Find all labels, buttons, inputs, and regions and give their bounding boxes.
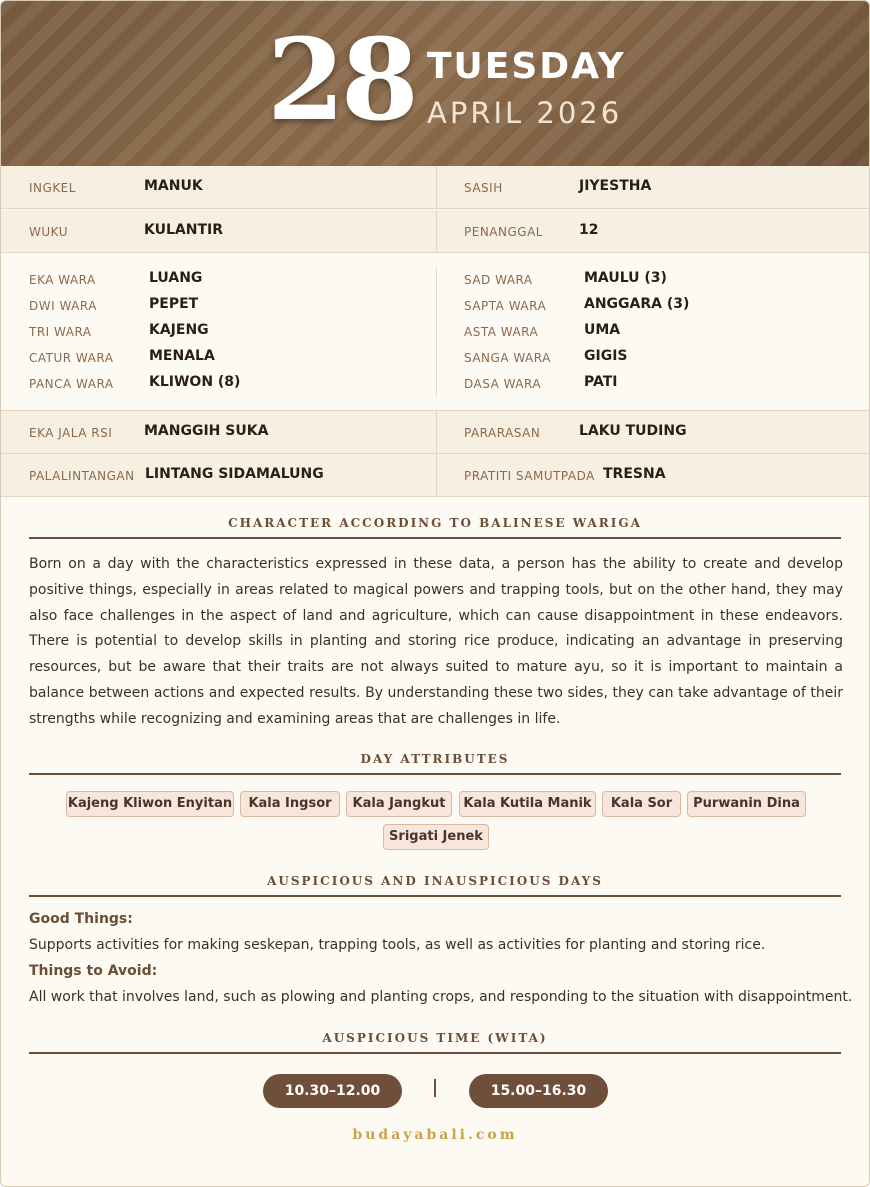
attribute-chip: Purwanin Dina — [687, 791, 806, 817]
wara-left-label: CATUR WARA — [29, 351, 114, 365]
wara-left-label: EKA WARA — [29, 273, 96, 287]
info-row-wuku-penanggal — [1, 210, 869, 253]
time-slot: 15.00–16.30 — [469, 1074, 608, 1108]
wuku-value: KULANTIR — [144, 222, 223, 238]
attributes-rule — [29, 773, 841, 775]
wara-right-value: UMA — [584, 322, 621, 338]
eka-jala-rsi-label: EKA JALA RSI — [29, 426, 113, 440]
good-things-text: Supports activities for making seskepan, trapping tools, as well as activities for planting and storing rice. — [29, 937, 766, 953]
eka-jala-rsi-value: MANGGIH SUKA — [144, 423, 269, 439]
attribute-chip: Kala Sor — [602, 791, 681, 817]
pararasan-label: PARARASAN — [464, 426, 541, 440]
attribute-chip: Srigati Jenek — [383, 824, 489, 850]
palalintangan-cell — [1, 454, 435, 496]
info-row-jala-pararasan — [1, 411, 869, 454]
wara-left-value: KLIWON (8) — [149, 374, 241, 390]
wara-right-label: DASA WARA — [464, 377, 542, 391]
month-year: APRIL 2026 — [427, 96, 623, 130]
info-row-palalintangan-pratiti — [1, 454, 869, 497]
time-slot: 10.30–12.00 — [263, 1074, 402, 1108]
footer-site: budayabali.com — [352, 1127, 518, 1143]
wara-right-value: GIGIS — [584, 348, 628, 364]
things-to-avoid-label: Things to Avoid: — [29, 963, 158, 979]
ingkel-value: MANUK — [144, 178, 203, 194]
pratiti-samutpada-cell — [436, 454, 870, 496]
wuku-label: WUKU — [29, 225, 68, 239]
character-rule — [29, 537, 841, 539]
penanggal-cell — [436, 210, 870, 252]
auspicious-rule — [29, 895, 841, 897]
eka-jala-rsi-cell — [1, 411, 435, 453]
wara-left-value: KAJENG — [149, 322, 209, 338]
wara-right-value: MAULU (3) — [584, 270, 667, 286]
sasih-cell — [436, 166, 870, 208]
info-row-ingkel-sasih — [1, 166, 869, 209]
wara-left-value: PEPET — [149, 296, 199, 312]
sasih-label: SASIH — [464, 181, 503, 195]
penanggal-value: 12 — [579, 222, 599, 238]
palalintangan-value: LINTANG SIDAMALUNG — [145, 466, 324, 482]
wara-right-value: ANGGARA (3) — [584, 296, 690, 312]
wara-right-label: SAD WARA — [464, 273, 533, 287]
palalintangan-label: PALALINTANGAN — [29, 469, 135, 483]
wara-left-label: PANCA WARA — [29, 377, 114, 391]
wara-left-label: TRI WARA — [29, 325, 92, 339]
good-things-label: Good Things: — [29, 911, 133, 927]
attribute-chip: Kala Jangkut — [346, 791, 452, 817]
wara-right-value: PATI — [584, 374, 618, 390]
time-title: AUSPICIOUS TIME (WITA) — [322, 1031, 548, 1045]
pararasan-cell — [436, 411, 870, 453]
time-separator — [434, 1079, 436, 1097]
wara-left-label: DWI WARA — [29, 299, 97, 313]
wara-right-label: ASTA WARA — [464, 325, 539, 339]
ingkel-cell — [1, 166, 435, 208]
wara-grid — [1, 254, 869, 411]
wara-left-value: LUANG — [149, 270, 203, 286]
penanggal-label: PENANGGAL — [464, 225, 543, 239]
pratiti-samutpada-value: TRESNA — [603, 466, 666, 482]
character-text: Born on a day with the characteristics expressed in these data, a person has the ability to create and develop positive things, especially in areas related to magical powers and trapping tools, but on the other hand, they may also face challenges in the aspect of land and agriculture, which can cause disappointment in these endeavors. There is potential to develop skills in planting and storing rice produce, indicating an advantage in preserving resources, but be aware that their traits are not always suited to mature ayu, so it is important to maintain a balance between actions and expected results. By understanding these two sides, they can take advantage of their strengths while recognizing and examining areas that are challenges in life. — [29, 556, 843, 727]
character-title: CHARACTER ACCORDING TO BALINESE WARIGA — [228, 516, 642, 530]
wara-right-label: SANGA WARA — [464, 351, 551, 365]
wara-left-value: MENALA — [149, 348, 215, 364]
wuku-cell — [1, 210, 435, 252]
date-header — [1, 1, 869, 166]
attributes-title: DAY ATTRIBUTES — [360, 752, 510, 766]
wara-right-label: SAPTA WARA — [464, 299, 547, 313]
attribute-chip: Kala Kutila Manik — [459, 791, 596, 817]
attribute-chip: Kajeng Kliwon Enyitan — [66, 791, 234, 817]
wara-divider — [436, 268, 437, 396]
time-rule — [29, 1052, 841, 1054]
pararasan-value: LAKU TUDING — [579, 423, 687, 439]
weekday: TUESDAY — [427, 46, 626, 87]
things-to-avoid-text: All work that involves land, such as plowing and planting crops, and responding to the situation with disappointment. — [29, 989, 853, 1005]
pratiti-samutpada-label: PRATITI SAMUTPADA — [464, 469, 595, 483]
attribute-chip: Kala Ingsor — [240, 791, 340, 817]
sasih-value: JIYESTHA — [579, 178, 652, 194]
day-number: 28 — [267, 15, 415, 146]
ingkel-label: INGKEL — [29, 181, 76, 195]
auspicious-title: AUSPICIOUS AND INAUSPICIOUS DAYS — [267, 874, 603, 888]
